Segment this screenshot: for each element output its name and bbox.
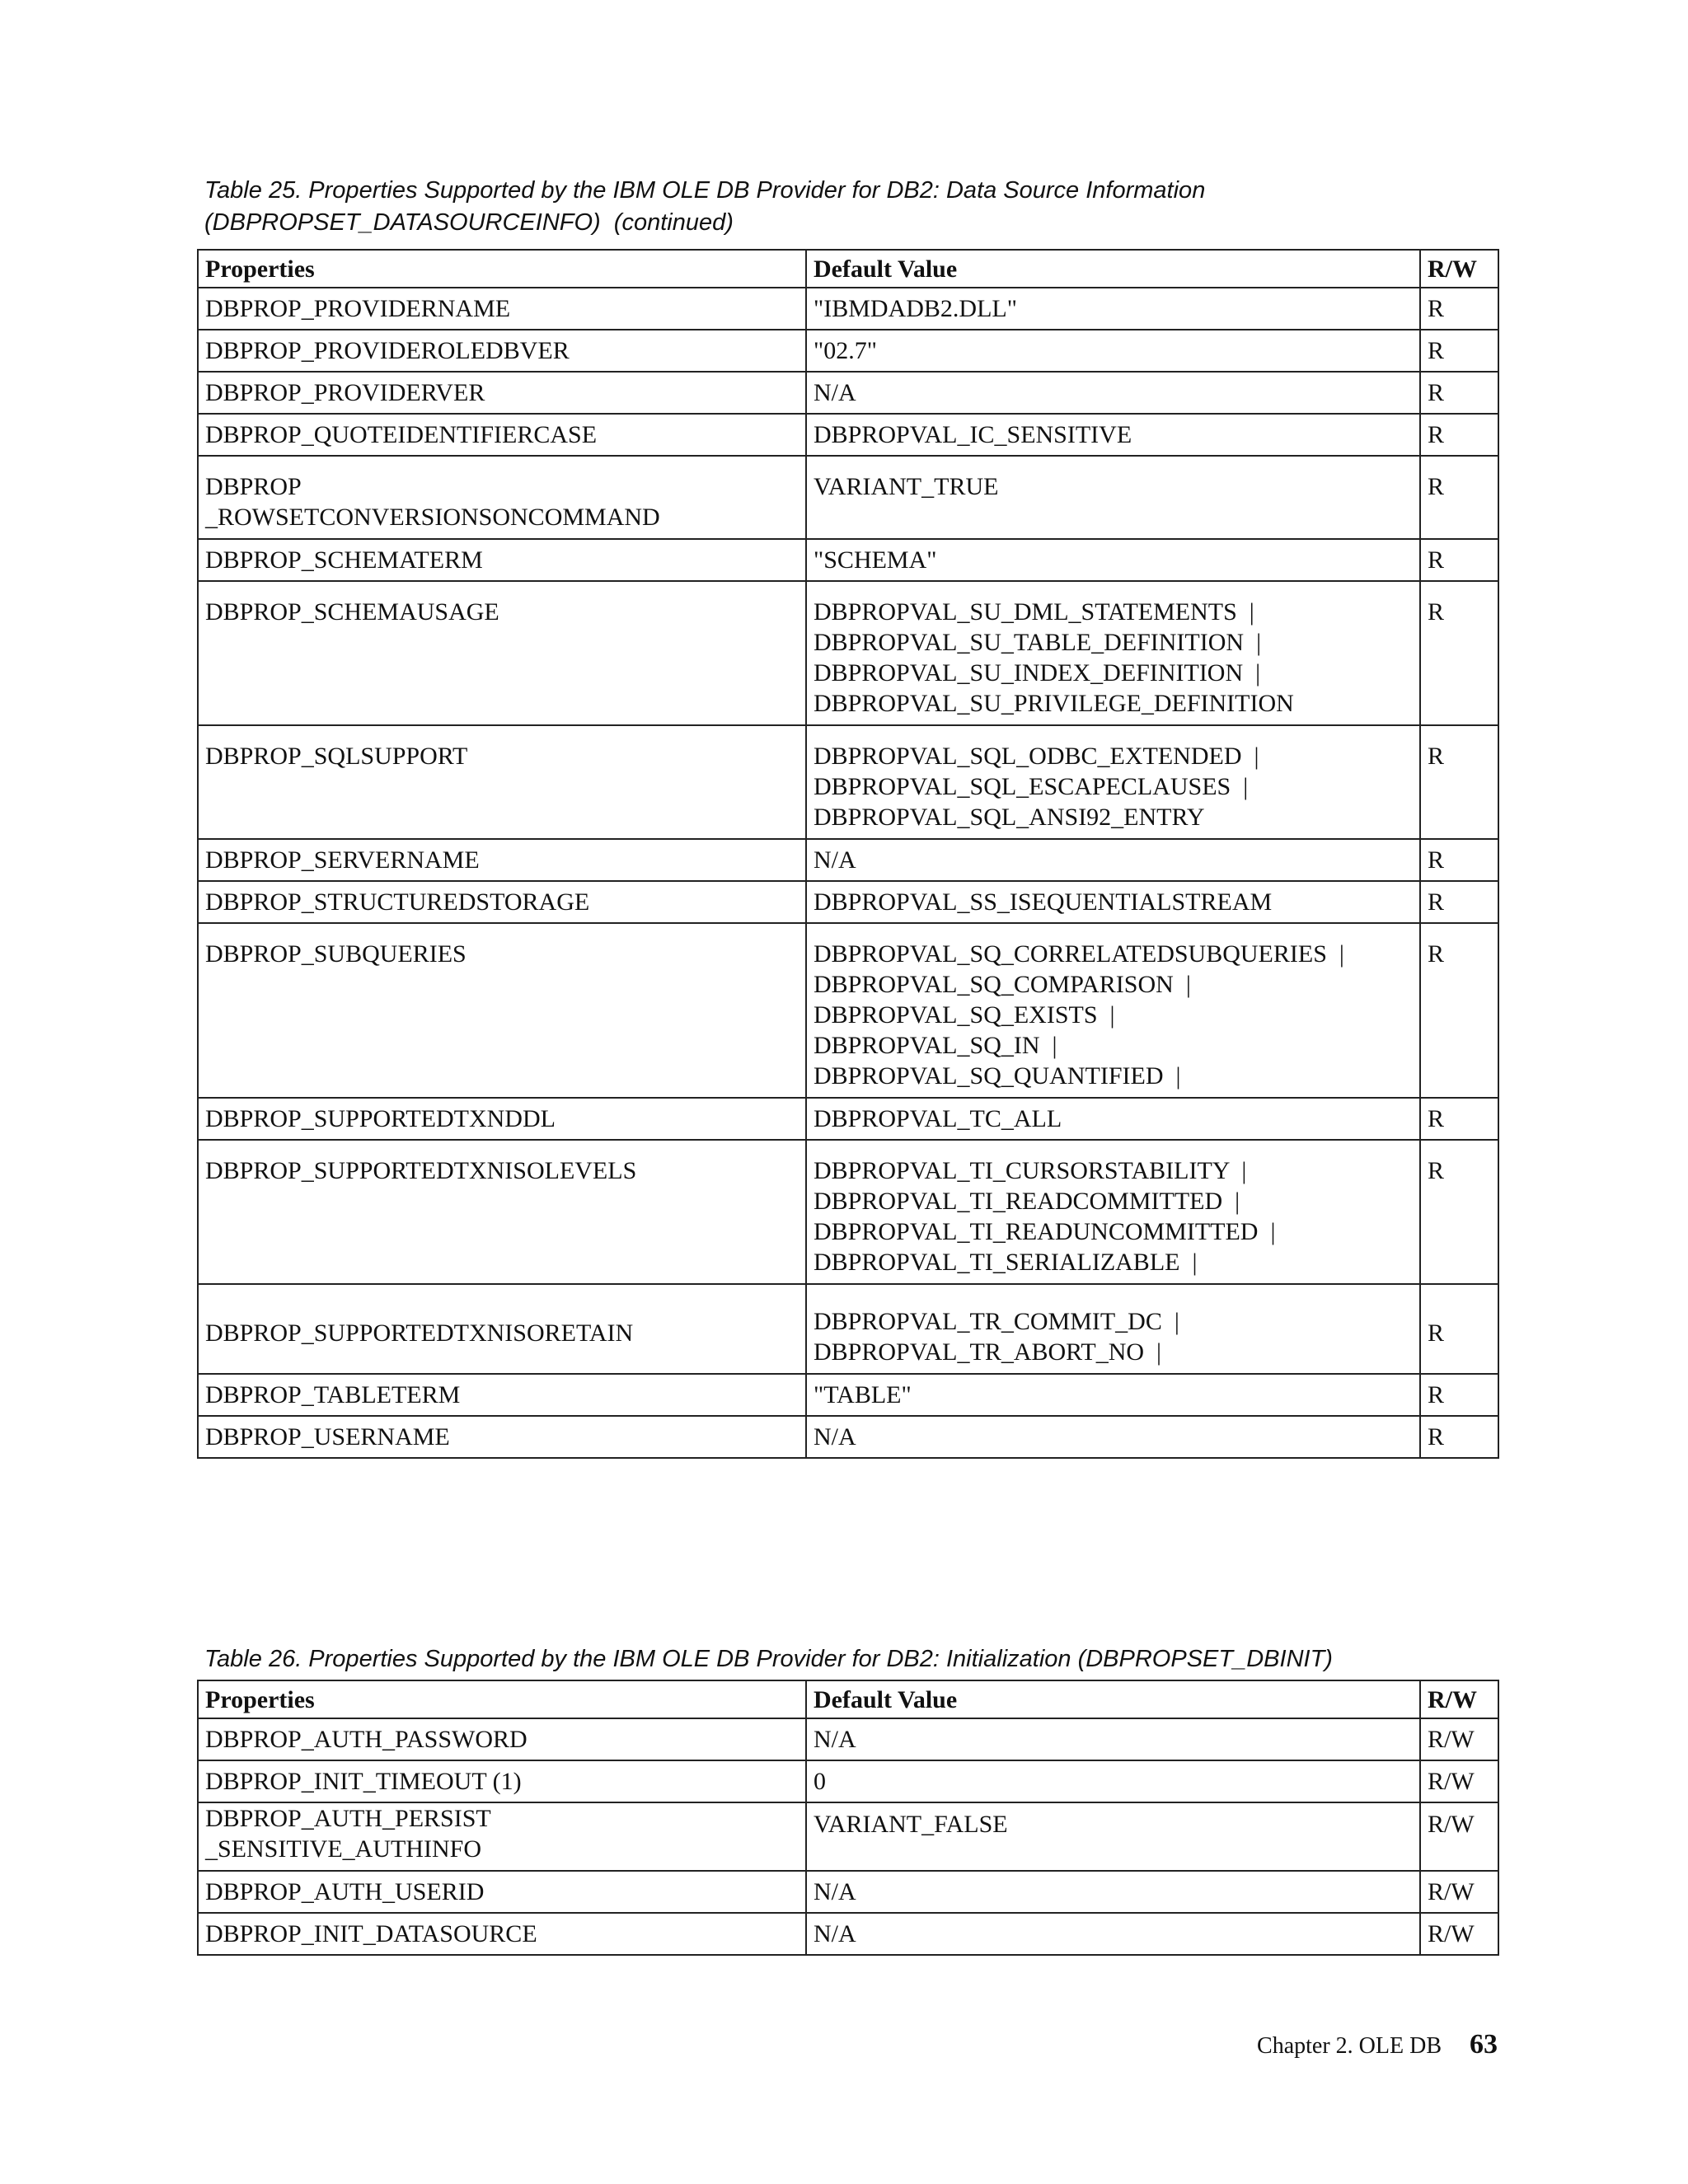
property-cell xyxy=(198,1718,806,1760)
cell-line: DBPROPVAL_SQL_ANSI92_ENTRY xyxy=(814,804,1205,831)
table-row xyxy=(198,288,1498,330)
cell-line: DBPROPVAL_SQL_ODBC_EXTENDED | xyxy=(814,743,1259,770)
cell-line: DBPROPVAL_TI_READUNCOMMITTED | xyxy=(814,1218,1276,1245)
rw-cell: R xyxy=(1420,539,1498,581)
header-row xyxy=(198,1680,1498,1718)
header-properties: Properties xyxy=(198,1680,806,1718)
default-value-cell xyxy=(806,923,1420,1098)
cell-line: 0 xyxy=(814,1768,826,1795)
table-row xyxy=(198,1913,1498,1955)
cell-line: DBPROP_TABLETERM xyxy=(205,1381,461,1408)
default-value-cell xyxy=(806,539,1420,581)
table-row xyxy=(198,1802,1498,1871)
table-26-caption xyxy=(204,1643,1333,1675)
cell-line: "SCHEMA" xyxy=(814,546,937,574)
cell-line: DBPROP_USERNAME xyxy=(205,1423,450,1451)
cell-line: DBPROPVAL_SU_INDEX_DEFINITION | xyxy=(814,659,1261,687)
table-26 xyxy=(197,1680,1499,1956)
table-row xyxy=(198,923,1498,1098)
rw-cell: R/W xyxy=(1420,1760,1498,1802)
cell-line: N/A xyxy=(814,1423,856,1451)
rw-cell: R xyxy=(1420,839,1498,881)
default-value-cell xyxy=(806,1284,1420,1374)
cell-line: DBPROP_SUPPORTEDTXNISORETAIN xyxy=(205,1319,634,1347)
cell-line: DBPROPVAL_SQ_QUANTIFIED | xyxy=(814,1062,1181,1090)
cell-line: DBPROP_AUTH_USERID xyxy=(205,1878,485,1905)
header-default-value: Default Value xyxy=(806,250,1420,288)
cell-line: DBPROPVAL_SQ_EXISTS | xyxy=(814,1001,1115,1029)
cell-line: DBPROP_AUTH_PASSWORD xyxy=(205,1726,528,1753)
table-row xyxy=(198,1718,1498,1760)
table-row xyxy=(198,330,1498,372)
header-row xyxy=(198,250,1498,288)
cell-line: DBPROPVAL_SQ_IN | xyxy=(814,1032,1057,1059)
table-25 xyxy=(197,249,1499,1459)
rw-cell: R xyxy=(1420,725,1498,839)
table-row xyxy=(198,456,1498,539)
cell-line: DBPROP_PROVIDEROLEDBVER xyxy=(205,337,570,364)
rw-cell: R/W xyxy=(1420,1718,1498,1760)
cell-line: DBPROP_INIT_DATASOURCE xyxy=(205,1920,537,1947)
table-row xyxy=(198,1760,1498,1802)
cell-line: VARIANT_FALSE xyxy=(814,1811,1008,1838)
cell-line: DBPROPVAL_SU_DML_STATEMENTS | xyxy=(814,598,1254,626)
cell-line: DBPROPVAL_SU_TABLE_DEFINITION | xyxy=(814,629,1262,656)
cell-line: DBPROPVAL_TI_CURSORSTABILITY | xyxy=(814,1157,1247,1184)
property-cell xyxy=(198,1374,806,1416)
cell-line: DBPROP_SUPPORTEDTXNISOLEVELS xyxy=(205,1157,637,1184)
cell-line: DBPROP_QUOTEIDENTIFIERCASE xyxy=(205,421,598,448)
property-cell xyxy=(198,539,806,581)
rw-cell: R/W xyxy=(1420,1871,1498,1913)
table-25-caption xyxy=(204,175,1205,239)
cell-line: VARIANT_TRUE xyxy=(814,473,999,500)
cell-line: DBPROP_SUBQUERIES xyxy=(205,940,467,968)
cell-line: N/A xyxy=(814,1878,856,1905)
cell-line: N/A xyxy=(814,846,856,874)
default-value-cell xyxy=(806,1098,1420,1140)
property-cell xyxy=(198,881,806,923)
property-cell xyxy=(198,288,806,330)
default-value-cell xyxy=(806,1871,1420,1913)
property-cell xyxy=(198,923,806,1098)
property-cell xyxy=(198,1802,806,1871)
cell-line: DBPROPVAL_SS_ISEQUENTIALSTREAM xyxy=(814,888,1273,916)
cell-line: DBPROP xyxy=(205,473,302,500)
cell-line: DBPROPVAL_TI_READCOMMITTED | xyxy=(814,1188,1240,1215)
rw-cell: R xyxy=(1420,456,1498,539)
property-cell xyxy=(198,1140,806,1284)
header-rw: R/W xyxy=(1420,250,1498,288)
table-row xyxy=(198,1416,1498,1458)
table-row xyxy=(198,372,1498,414)
default-value-cell xyxy=(806,725,1420,839)
default-value-cell xyxy=(806,1913,1420,1955)
rw-cell: R xyxy=(1420,881,1498,923)
table-row xyxy=(198,725,1498,839)
property-cell xyxy=(198,1760,806,1802)
caption-line: (DBPROPSET_DATASOURCEINFO) (continued) xyxy=(204,209,734,236)
table-row xyxy=(198,1871,1498,1913)
caption-line: Table 25. Properties Supported by the IBM OLE DB Provider for DB2: Data Source Information xyxy=(204,177,1206,204)
property-cell xyxy=(198,330,806,372)
cell-line: N/A xyxy=(814,1726,856,1753)
cell-line: DBPROPVAL_TR_COMMIT_DC | xyxy=(814,1308,1179,1335)
default-value-cell xyxy=(806,1718,1420,1760)
table-row xyxy=(198,1140,1498,1284)
page-number: 63 xyxy=(1470,2029,1498,2060)
cell-line: DBPROP_SQLSUPPORT xyxy=(205,743,468,770)
header-rw: R/W xyxy=(1420,1680,1498,1718)
cell-line: DBPROPVAL_SQ_CORRELATEDSUBQUERIES | xyxy=(814,940,1344,968)
rw-cell: R xyxy=(1420,1098,1498,1140)
default-value-cell xyxy=(806,330,1420,372)
table-row xyxy=(198,881,1498,923)
cell-line: DBPROP_INIT_TIMEOUT (1) xyxy=(205,1768,522,1795)
table-row xyxy=(198,1284,1498,1374)
cell-line: DBPROP_STRUCTUREDSTORAGE xyxy=(205,888,590,916)
rw-cell: R xyxy=(1420,330,1498,372)
cell-line: DBPROPVAL_TI_SERIALIZABLE | xyxy=(814,1249,1198,1276)
default-value-cell xyxy=(806,414,1420,456)
rw-cell: R xyxy=(1420,923,1498,1098)
rw-cell: R xyxy=(1420,288,1498,330)
table-row xyxy=(198,539,1498,581)
cell-line: N/A xyxy=(814,1920,856,1947)
cell-line: DBPROP_PROVIDERNAME xyxy=(205,295,511,322)
cell-line: DBPROP_SCHEMATERM xyxy=(205,546,483,574)
default-value-cell xyxy=(806,288,1420,330)
property-cell xyxy=(198,839,806,881)
header-properties: Properties xyxy=(198,250,806,288)
default-value-cell xyxy=(806,456,1420,539)
rw-cell: R xyxy=(1420,1284,1498,1374)
cell-line: "TABLE" xyxy=(814,1381,912,1408)
cell-line: DBPROPVAL_SQL_ESCAPECLAUSES | xyxy=(814,773,1249,800)
rw-cell: R xyxy=(1420,1416,1498,1458)
cell-line: DBPROP_SCHEMAUSAGE xyxy=(205,598,499,626)
default-value-cell xyxy=(806,1760,1420,1802)
cell-line: DBPROPVAL_SQ_COMPARISON | xyxy=(814,971,1191,998)
header-default-value: Default Value xyxy=(806,1680,1420,1718)
table-row xyxy=(198,414,1498,456)
property-cell xyxy=(198,1284,806,1374)
rw-cell: R xyxy=(1420,581,1498,725)
default-value-cell xyxy=(806,1802,1420,1871)
property-cell xyxy=(198,1871,806,1913)
cell-line: "02.7" xyxy=(814,337,877,364)
table-row xyxy=(198,1374,1498,1416)
cell-line: DBPROP_PROVIDERVER xyxy=(205,379,485,406)
cell-line: _ROWSETCONVERSIONSONCOMMAND xyxy=(205,504,660,531)
cell-line: DBPROPVAL_SU_PRIVILEGE_DEFINITION xyxy=(814,690,1294,717)
cell-line: N/A xyxy=(814,379,856,406)
table-row xyxy=(198,581,1498,725)
property-cell xyxy=(198,456,806,539)
property-cell xyxy=(198,725,806,839)
property-cell xyxy=(198,1098,806,1140)
default-value-cell xyxy=(806,839,1420,881)
rw-cell: R xyxy=(1420,372,1498,414)
rw-cell: R xyxy=(1420,414,1498,456)
rw-cell: R/W xyxy=(1420,1913,1498,1955)
default-value-cell xyxy=(806,1374,1420,1416)
cell-line: DBPROPVAL_TC_ALL xyxy=(814,1105,1062,1132)
cell-line: DBPROP_AUTH_PERSIST xyxy=(205,1805,491,1832)
default-value-cell xyxy=(806,1140,1420,1284)
cell-line: DBPROP_SERVERNAME xyxy=(205,846,480,874)
cell-line: _SENSITIVE_AUTHINFO xyxy=(205,1835,481,1863)
default-value-cell xyxy=(806,881,1420,923)
cell-line: "IBMDADB2.DLL" xyxy=(814,295,1017,322)
rw-cell: R/W xyxy=(1420,1802,1498,1871)
page-footer xyxy=(1257,2029,1498,2060)
default-value-cell xyxy=(806,372,1420,414)
cell-line: DBPROP_SUPPORTEDTXNDDL xyxy=(205,1105,556,1132)
rw-cell: R xyxy=(1420,1374,1498,1416)
chapter-label: Chapter 2. OLE DB xyxy=(1257,2033,1442,2059)
caption-line: Table 26. Properties Supported by the IBM OLE DB Provider for DB2: Initialization (DBPROPSET_DBINIT) xyxy=(204,1646,1333,1672)
default-value-cell xyxy=(806,1416,1420,1458)
default-value-cell xyxy=(806,581,1420,725)
cell-line: DBPROPVAL_TR_ABORT_NO | xyxy=(814,1338,1162,1366)
table-row xyxy=(198,1098,1498,1140)
property-cell xyxy=(198,1913,806,1955)
cell-line: DBPROPVAL_IC_SENSITIVE xyxy=(814,421,1132,448)
table-row xyxy=(198,839,1498,881)
property-cell xyxy=(198,414,806,456)
property-cell xyxy=(198,1416,806,1458)
property-cell xyxy=(198,372,806,414)
property-cell xyxy=(198,581,806,725)
rw-cell: R xyxy=(1420,1140,1498,1284)
